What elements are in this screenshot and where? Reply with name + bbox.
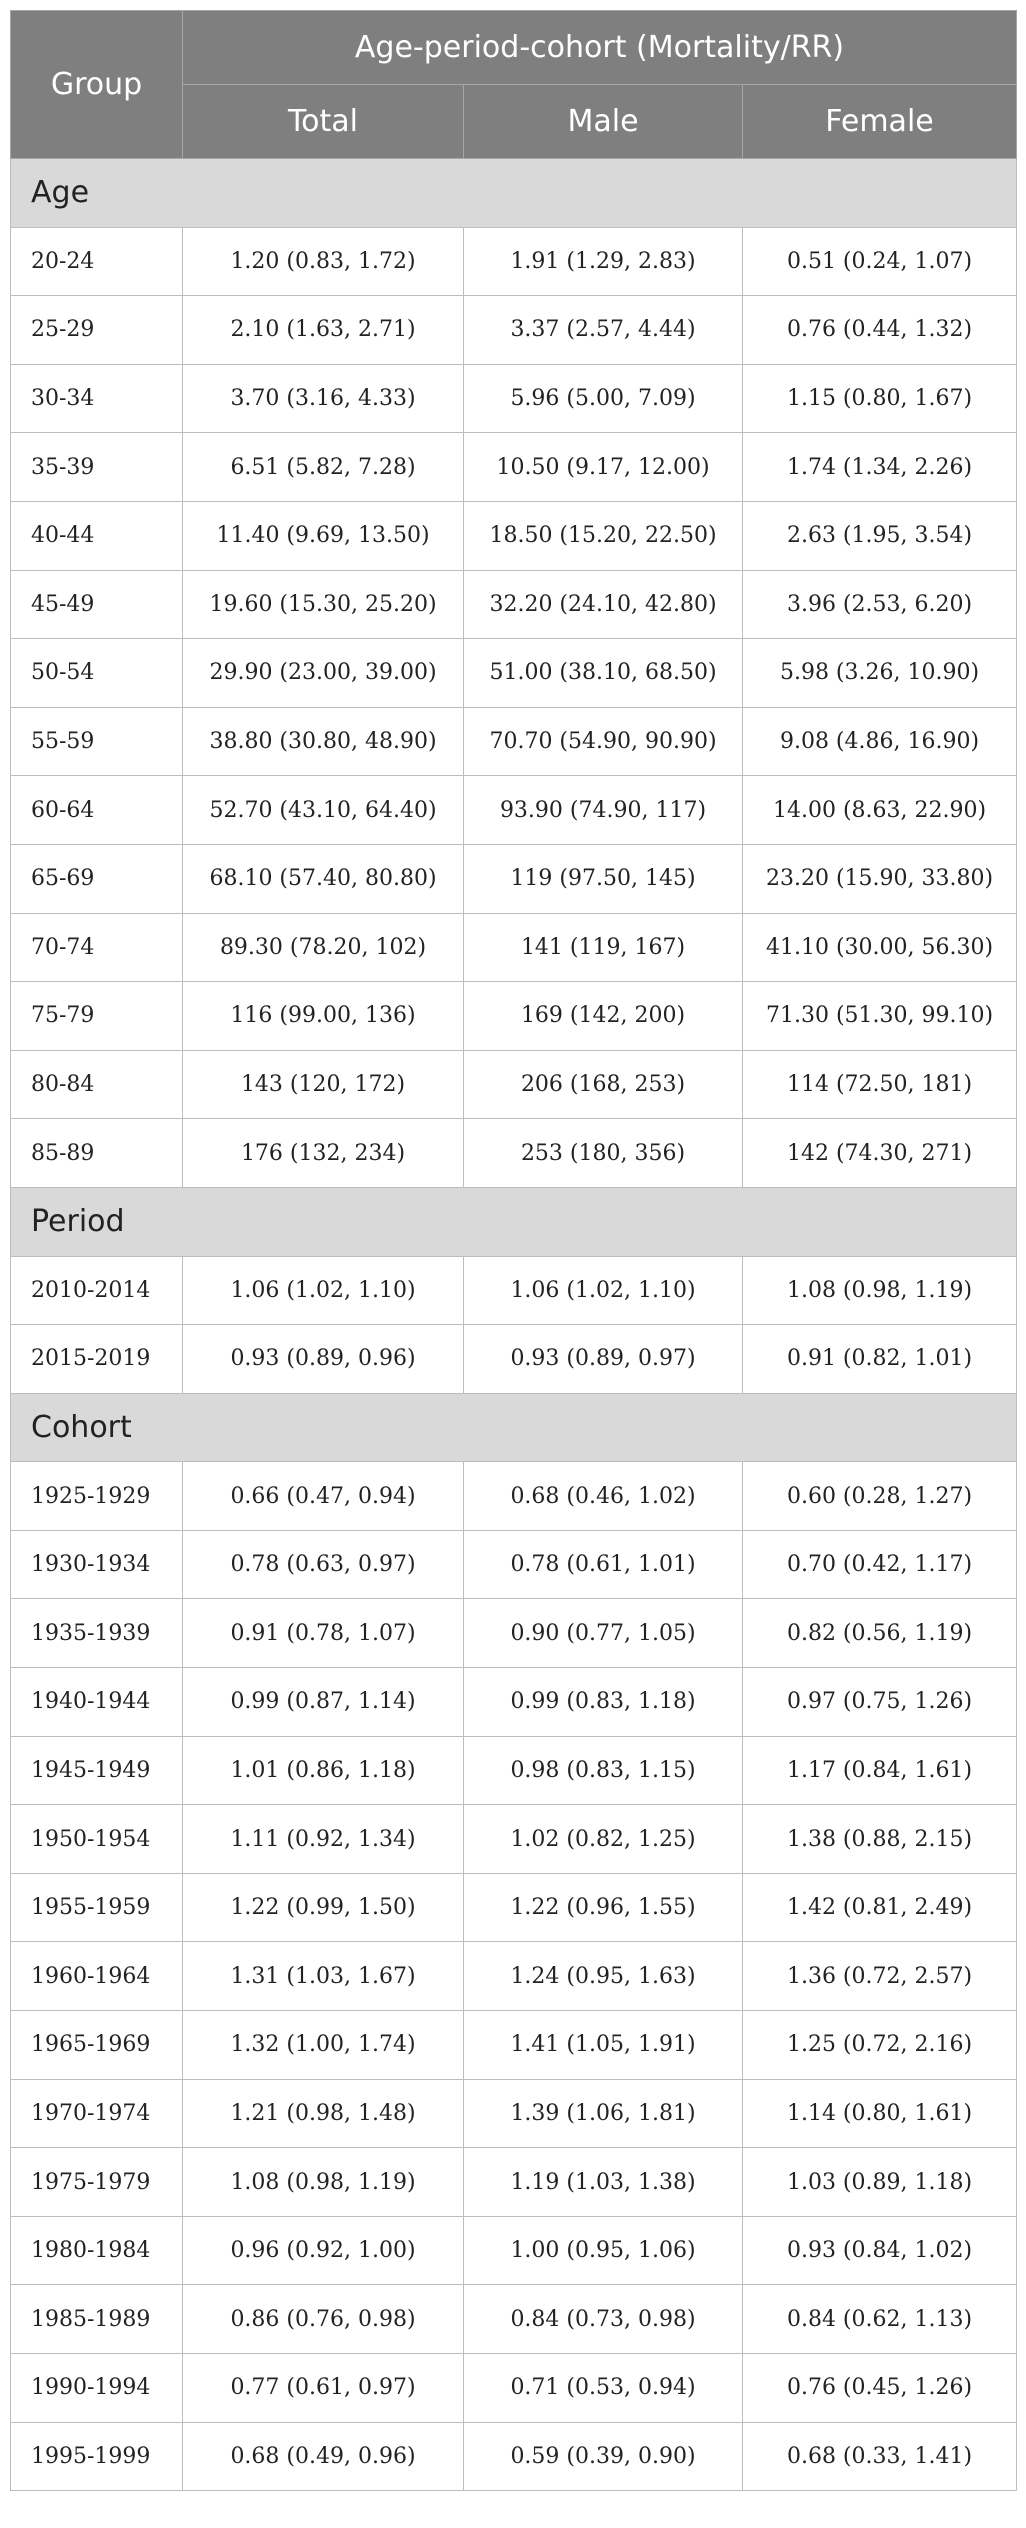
table-row <box>11 2148 1017 2217</box>
cell-female: 0.68 (0.33, 1.41) <box>743 2422 1017 2491</box>
row-label: 1980-1984 <box>11 2216 183 2285</box>
cell-female: 0.93 (0.84, 1.02) <box>743 2216 1017 2285</box>
cell-male: 5.96 (5.00, 7.09) <box>464 364 743 433</box>
cell-female: 0.60 (0.28, 1.27) <box>743 1462 1017 1531</box>
table-row <box>11 1736 1017 1805</box>
cell-female: 23.20 (15.90, 33.80) <box>743 844 1017 913</box>
cell-male: 0.68 (0.46, 1.02) <box>464 1462 743 1531</box>
row-label: 1945-1949 <box>11 1736 183 1805</box>
row-label: 1970-1974 <box>11 2079 183 2148</box>
cell-male: 1.91 (1.29, 2.83) <box>464 227 743 296</box>
cell-female: 0.76 (0.45, 1.26) <box>743 2354 1017 2423</box>
row-label: 1925-1929 <box>11 1462 183 1531</box>
row-label: 85-89 <box>11 1119 183 1188</box>
table-row <box>11 364 1017 433</box>
cell-total: 0.68 (0.49, 0.96) <box>183 2422 464 2491</box>
cell-male: 1.00 (0.95, 1.06) <box>464 2216 743 2285</box>
cell-male: 141 (119, 167) <box>464 913 743 982</box>
table-row <box>11 2011 1017 2080</box>
cell-female: 1.14 (0.80, 1.61) <box>743 2079 1017 2148</box>
cell-male: 0.90 (0.77, 1.05) <box>464 1599 743 1668</box>
cell-female: 0.84 (0.62, 1.13) <box>743 2285 1017 2354</box>
cell-total: 6.51 (5.82, 7.28) <box>183 433 464 502</box>
table-row <box>11 639 1017 708</box>
row-label: 1950-1954 <box>11 1805 183 1874</box>
table-row <box>11 982 1017 1051</box>
header-title: Age-period-cohort (Mortality/RR) <box>183 11 1017 85</box>
cell-male: 1.24 (0.95, 1.63) <box>464 1942 743 2011</box>
row-label: 30-34 <box>11 364 183 433</box>
cell-male: 1.39 (1.06, 1.81) <box>464 2079 743 2148</box>
table-row <box>11 433 1017 502</box>
cell-male: 0.98 (0.83, 1.15) <box>464 1736 743 1805</box>
table-header <box>11 11 1017 159</box>
cell-total: 11.40 (9.69, 13.50) <box>183 501 464 570</box>
cell-total: 0.77 (0.61, 0.97) <box>183 2354 464 2423</box>
cell-female: 1.03 (0.89, 1.18) <box>743 2148 1017 2217</box>
cell-female: 9.08 (4.86, 16.90) <box>743 707 1017 776</box>
cell-total: 1.31 (1.03, 1.67) <box>183 1942 464 2011</box>
table-row <box>11 2285 1017 2354</box>
cell-male: 0.93 (0.89, 0.97) <box>464 1325 743 1394</box>
cell-male: 169 (142, 200) <box>464 982 743 1051</box>
cell-male: 1.02 (0.82, 1.25) <box>464 1805 743 1874</box>
cell-male: 1.06 (1.02, 1.10) <box>464 1256 743 1325</box>
cell-total: 38.80 (30.80, 48.90) <box>183 707 464 776</box>
cell-female: 0.91 (0.82, 1.01) <box>743 1325 1017 1394</box>
row-label: 80-84 <box>11 1050 183 1119</box>
table-row <box>11 570 1017 639</box>
cell-total: 1.11 (0.92, 1.34) <box>183 1805 464 1874</box>
table-body <box>11 159 1017 2491</box>
row-label: 1990-1994 <box>11 2354 183 2423</box>
table-row <box>11 501 1017 570</box>
row-label: 25-29 <box>11 296 183 365</box>
cell-female: 0.82 (0.56, 1.19) <box>743 1599 1017 1668</box>
cell-female: 142 (74.30, 271) <box>743 1119 1017 1188</box>
row-label: 50-54 <box>11 639 183 708</box>
table-row <box>11 2216 1017 2285</box>
mortality-table <box>10 10 1017 2491</box>
cell-total: 1.20 (0.83, 1.72) <box>183 227 464 296</box>
section-row-period <box>11 1187 1017 1256</box>
section-row-cohort <box>11 1393 1017 1462</box>
cell-total: 0.99 (0.87, 1.14) <box>183 1668 464 1737</box>
row-label: 1940-1944 <box>11 1668 183 1737</box>
table-row <box>11 2422 1017 2491</box>
cell-female: 1.08 (0.98, 1.19) <box>743 1256 1017 1325</box>
cell-female: 114 (72.50, 181) <box>743 1050 1017 1119</box>
table-row <box>11 2354 1017 2423</box>
cell-male: 3.37 (2.57, 4.44) <box>464 296 743 365</box>
row-label: 1975-1979 <box>11 2148 183 2217</box>
cell-total: 1.01 (0.86, 1.18) <box>183 1736 464 1805</box>
cell-female: 5.98 (3.26, 10.90) <box>743 639 1017 708</box>
cell-female: 3.96 (2.53, 6.20) <box>743 570 1017 639</box>
cell-male: 32.20 (24.10, 42.80) <box>464 570 743 639</box>
cell-male: 1.19 (1.03, 1.38) <box>464 2148 743 2217</box>
cell-total: 29.90 (23.00, 39.00) <box>183 639 464 708</box>
cell-female: 1.74 (1.34, 2.26) <box>743 433 1017 502</box>
table-row <box>11 2079 1017 2148</box>
row-label: 1960-1964 <box>11 1942 183 2011</box>
cell-total: 0.91 (0.78, 1.07) <box>183 1599 464 1668</box>
table-row <box>11 707 1017 776</box>
row-label: 2015-2019 <box>11 1325 183 1394</box>
cell-total: 19.60 (15.30, 25.20) <box>183 570 464 639</box>
table-row <box>11 844 1017 913</box>
row-label: 1930-1934 <box>11 1530 183 1599</box>
section-label: Period <box>11 1187 1017 1256</box>
row-label: 45-49 <box>11 570 183 639</box>
cell-female: 2.63 (1.95, 3.54) <box>743 501 1017 570</box>
cell-male: 1.22 (0.96, 1.55) <box>464 1873 743 1942</box>
cell-male: 0.99 (0.83, 1.18) <box>464 1668 743 1737</box>
cell-male: 0.71 (0.53, 0.94) <box>464 2354 743 2423</box>
row-label: 60-64 <box>11 776 183 845</box>
cell-total: 176 (132, 234) <box>183 1119 464 1188</box>
cell-total: 1.06 (1.02, 1.10) <box>183 1256 464 1325</box>
cell-total: 0.78 (0.63, 0.97) <box>183 1530 464 1599</box>
section-row-age <box>11 159 1017 228</box>
row-label: 1965-1969 <box>11 2011 183 2080</box>
header-group: Group <box>11 11 183 159</box>
header-total: Total <box>183 85 464 159</box>
row-label: 65-69 <box>11 844 183 913</box>
cell-male: 119 (97.50, 145) <box>464 844 743 913</box>
row-label: 1955-1959 <box>11 1873 183 1942</box>
cell-total: 0.93 (0.89, 0.96) <box>183 1325 464 1394</box>
table-row <box>11 1873 1017 1942</box>
table-row <box>11 1942 1017 2011</box>
cell-female: 1.42 (0.81, 2.49) <box>743 1873 1017 1942</box>
section-label: Cohort <box>11 1393 1017 1462</box>
table-row <box>11 1325 1017 1394</box>
cell-total: 0.66 (0.47, 0.94) <box>183 1462 464 1531</box>
row-label: 35-39 <box>11 433 183 502</box>
cell-female: 1.36 (0.72, 2.57) <box>743 1942 1017 2011</box>
cell-female: 0.51 (0.24, 1.07) <box>743 227 1017 296</box>
cell-male: 0.78 (0.61, 1.01) <box>464 1530 743 1599</box>
table-row <box>11 776 1017 845</box>
row-label: 2010-2014 <box>11 1256 183 1325</box>
cell-male: 93.90 (74.90, 117) <box>464 776 743 845</box>
row-label: 1985-1989 <box>11 2285 183 2354</box>
table-row <box>11 1050 1017 1119</box>
table-row <box>11 227 1017 296</box>
table-row <box>11 1530 1017 1599</box>
cell-male: 253 (180, 356) <box>464 1119 743 1188</box>
cell-total: 89.30 (78.20, 102) <box>183 913 464 982</box>
table-row <box>11 1119 1017 1188</box>
row-label: 55-59 <box>11 707 183 776</box>
cell-female: 1.17 (0.84, 1.61) <box>743 1736 1017 1805</box>
cell-total: 0.96 (0.92, 1.00) <box>183 2216 464 2285</box>
table-row <box>11 1462 1017 1531</box>
cell-male: 206 (168, 253) <box>464 1050 743 1119</box>
cell-total: 2.10 (1.63, 2.71) <box>183 296 464 365</box>
cell-male: 70.70 (54.90, 90.90) <box>464 707 743 776</box>
cell-total: 1.32 (1.00, 1.74) <box>183 2011 464 2080</box>
row-label: 75-79 <box>11 982 183 1051</box>
header-female: Female <box>743 85 1017 159</box>
cell-female: 71.30 (51.30, 99.10) <box>743 982 1017 1051</box>
cell-male: 0.59 (0.39, 0.90) <box>464 2422 743 2491</box>
cell-total: 3.70 (3.16, 4.33) <box>183 364 464 433</box>
row-label: 1935-1939 <box>11 1599 183 1668</box>
cell-male: 0.84 (0.73, 0.98) <box>464 2285 743 2354</box>
table-row <box>11 1599 1017 1668</box>
table-row <box>11 1668 1017 1737</box>
cell-female: 41.10 (30.00, 56.30) <box>743 913 1017 982</box>
cell-total: 52.70 (43.10, 64.40) <box>183 776 464 845</box>
row-label: 20-24 <box>11 227 183 296</box>
cell-male: 1.41 (1.05, 1.91) <box>464 2011 743 2080</box>
table-row <box>11 1256 1017 1325</box>
header-male: Male <box>464 85 743 159</box>
cell-male: 18.50 (15.20, 22.50) <box>464 501 743 570</box>
cell-female: 1.15 (0.80, 1.67) <box>743 364 1017 433</box>
row-label: 70-74 <box>11 913 183 982</box>
section-label: Age <box>11 159 1017 228</box>
cell-total: 68.10 (57.40, 80.80) <box>183 844 464 913</box>
cell-total: 1.22 (0.99, 1.50) <box>183 1873 464 1942</box>
cell-female: 0.76 (0.44, 1.32) <box>743 296 1017 365</box>
cell-total: 1.21 (0.98, 1.48) <box>183 2079 464 2148</box>
cell-female: 1.25 (0.72, 2.16) <box>743 2011 1017 2080</box>
table-row <box>11 913 1017 982</box>
cell-female: 14.00 (8.63, 22.90) <box>743 776 1017 845</box>
cell-female: 0.70 (0.42, 1.17) <box>743 1530 1017 1599</box>
cell-female: 1.38 (0.88, 2.15) <box>743 1805 1017 1874</box>
cell-male: 10.50 (9.17, 12.00) <box>464 433 743 502</box>
row-label: 40-44 <box>11 501 183 570</box>
row-label: 1995-1999 <box>11 2422 183 2491</box>
cell-total: 0.86 (0.76, 0.98) <box>183 2285 464 2354</box>
cell-male: 51.00 (38.10, 68.50) <box>464 639 743 708</box>
table-row <box>11 1805 1017 1874</box>
cell-total: 1.08 (0.98, 1.19) <box>183 2148 464 2217</box>
cell-total: 116 (99.00, 136) <box>183 982 464 1051</box>
cell-female: 0.97 (0.75, 1.26) <box>743 1668 1017 1737</box>
cell-total: 143 (120, 172) <box>183 1050 464 1119</box>
table-row <box>11 296 1017 365</box>
